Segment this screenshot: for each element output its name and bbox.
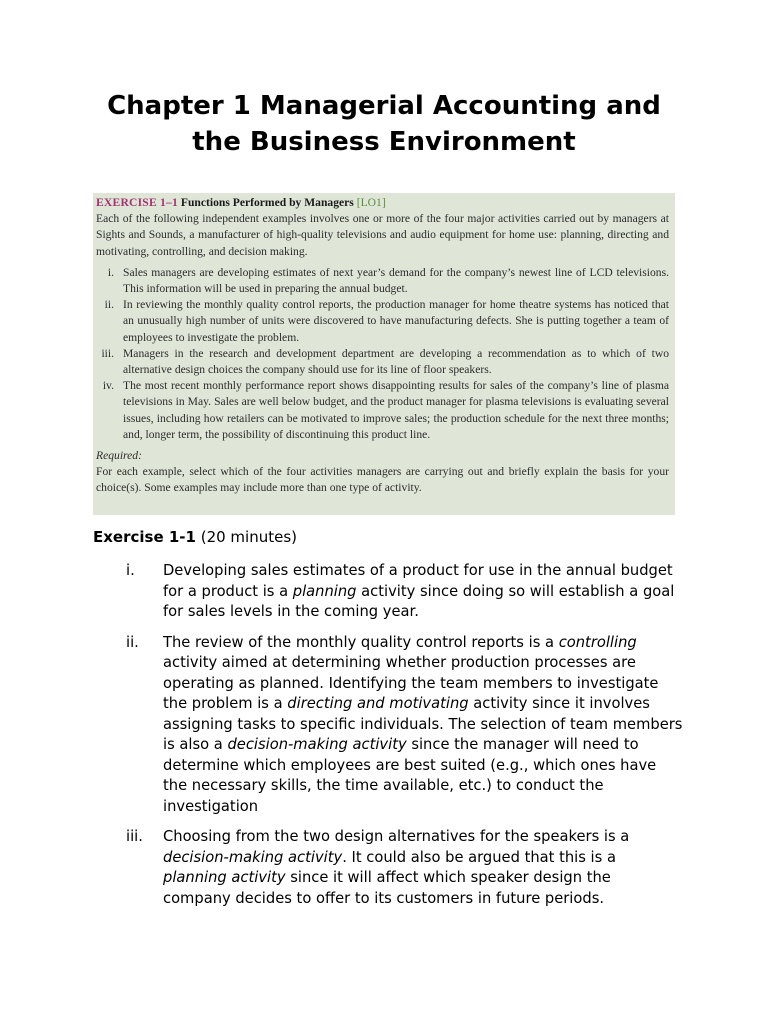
exercise-textbook-excerpt — [93, 193, 675, 515]
answers-heading-duration: (20 minutes) — [195, 528, 297, 546]
exercise-example-item — [96, 378, 669, 443]
answer-item — [93, 561, 683, 623]
exercise-example-item — [96, 297, 669, 346]
exercise-example-number: i. — [107, 265, 114, 279]
exercise-examples-list — [96, 265, 669, 443]
required-text: For each example, select which of the four activities managers are carrying out and briefly explain the basis for your choice(s). Some examples may include more than one type of activity. — [96, 465, 669, 495]
answer-emphasis: controlling — [558, 633, 637, 651]
answer-number: i. — [126, 562, 135, 579]
answers-heading — [93, 526, 297, 548]
answer-text: since the manager will need to determine which employees are best suited (e.g., which ones have the necessary skills, the time available, etc.) to conduct the investigation — [163, 736, 657, 815]
exercise-topic: Functions Performed by Managers — [180, 196, 354, 209]
answer-emphasis: directing and motivating — [287, 695, 469, 712]
answer-emphasis: decision-making activity — [227, 736, 407, 753]
answer-emphasis: planning activity — [163, 869, 286, 886]
required-label: Required: — [96, 449, 142, 463]
chapter-title-line-1: Chapter 1 Managerial Accounting and — [107, 91, 661, 121]
answers-heading-title: Exercise 1-1 — [93, 528, 196, 546]
answers-list — [93, 561, 683, 919]
chapter-title — [60, 88, 708, 160]
exercise-intro: Each of the following independent examples involves one or more of the four major activities carried out by managers at Sights and Sounds, a manufacturer of high-quality televisions and audio equipment for home use: planning, directing and motivating, controlling, and decision making. — [96, 212, 669, 258]
exercise-example-text: In reviewing the monthly quality control reports, the production manager for home theatre systems has noticed that an unusually high number of units were discovered to have manufacturing defects. She is putting together a team of employees to investigate the problem. — [123, 298, 669, 344]
exercise-example-number: ii. — [104, 298, 114, 312]
exercise-example-item — [96, 346, 669, 378]
answer-text: Choosing from the two design alternatives for the speakers is a — [163, 828, 630, 845]
exercise-example-number: iii. — [101, 346, 114, 360]
answer-text: activity since it involves assigning tasks to specific individuals. The selection of team members is also a — [163, 695, 683, 753]
chapter-title-line-2: the Business Environment — [192, 127, 576, 157]
answer-text: since it will affect which speaker design the company decides to offer to its customers in future periods. — [163, 869, 611, 907]
answer-emphasis: decision-making activity — [163, 848, 343, 866]
exercise-example-number: iv. — [102, 379, 114, 393]
learning-objective: [LO1] — [356, 196, 386, 209]
exercise-example-text: The most recent monthly performance report shows disappointing results for sales of the company’s line of plasma televisions in May. Sales are well below budget, and the product manager for plasma televisions is evaluating several issues, including how retailers can be motivated to improve sales; the production schedule for the next three months; and, longer term, the possibility of discontinuing this product line. — [123, 379, 669, 441]
exercise-example-text: Sales managers are developing estimates of next year’s demand for the company’s newest line of LCD televisions. This information will be used in preparing the annual budget. — [123, 265, 669, 296]
exercise-example-item — [96, 265, 669, 297]
answer-number: ii. — [126, 633, 139, 651]
answer-text: . It could also be argued that this is a — [342, 848, 616, 866]
answer-text: activity aimed at determining whether production processes are operating as planned. Identifying the team members to investigate the problem is a — [163, 654, 659, 712]
exercise-header — [96, 195, 669, 211]
answer-item — [93, 633, 683, 818]
answer-text: activity since doing so will establish a goal for sales levels in the coming year. — [163, 582, 675, 620]
answer-item — [93, 827, 683, 909]
exercise-number: EXERCISE 1–1 — [96, 196, 178, 209]
exercise-example-text: Managers in the research and development department are developing a recommendation as to which of two alternative design choices the company should use for its line of floor speakers. — [123, 346, 669, 377]
answer-text: Developing sales estimates of a product for use in the annual budget for a product is a — [163, 562, 673, 600]
answer-emphasis: planning — [292, 582, 357, 600]
answer-text: The review of the monthly quality control reports is a — [163, 633, 559, 651]
answer-number: iii. — [126, 828, 143, 845]
